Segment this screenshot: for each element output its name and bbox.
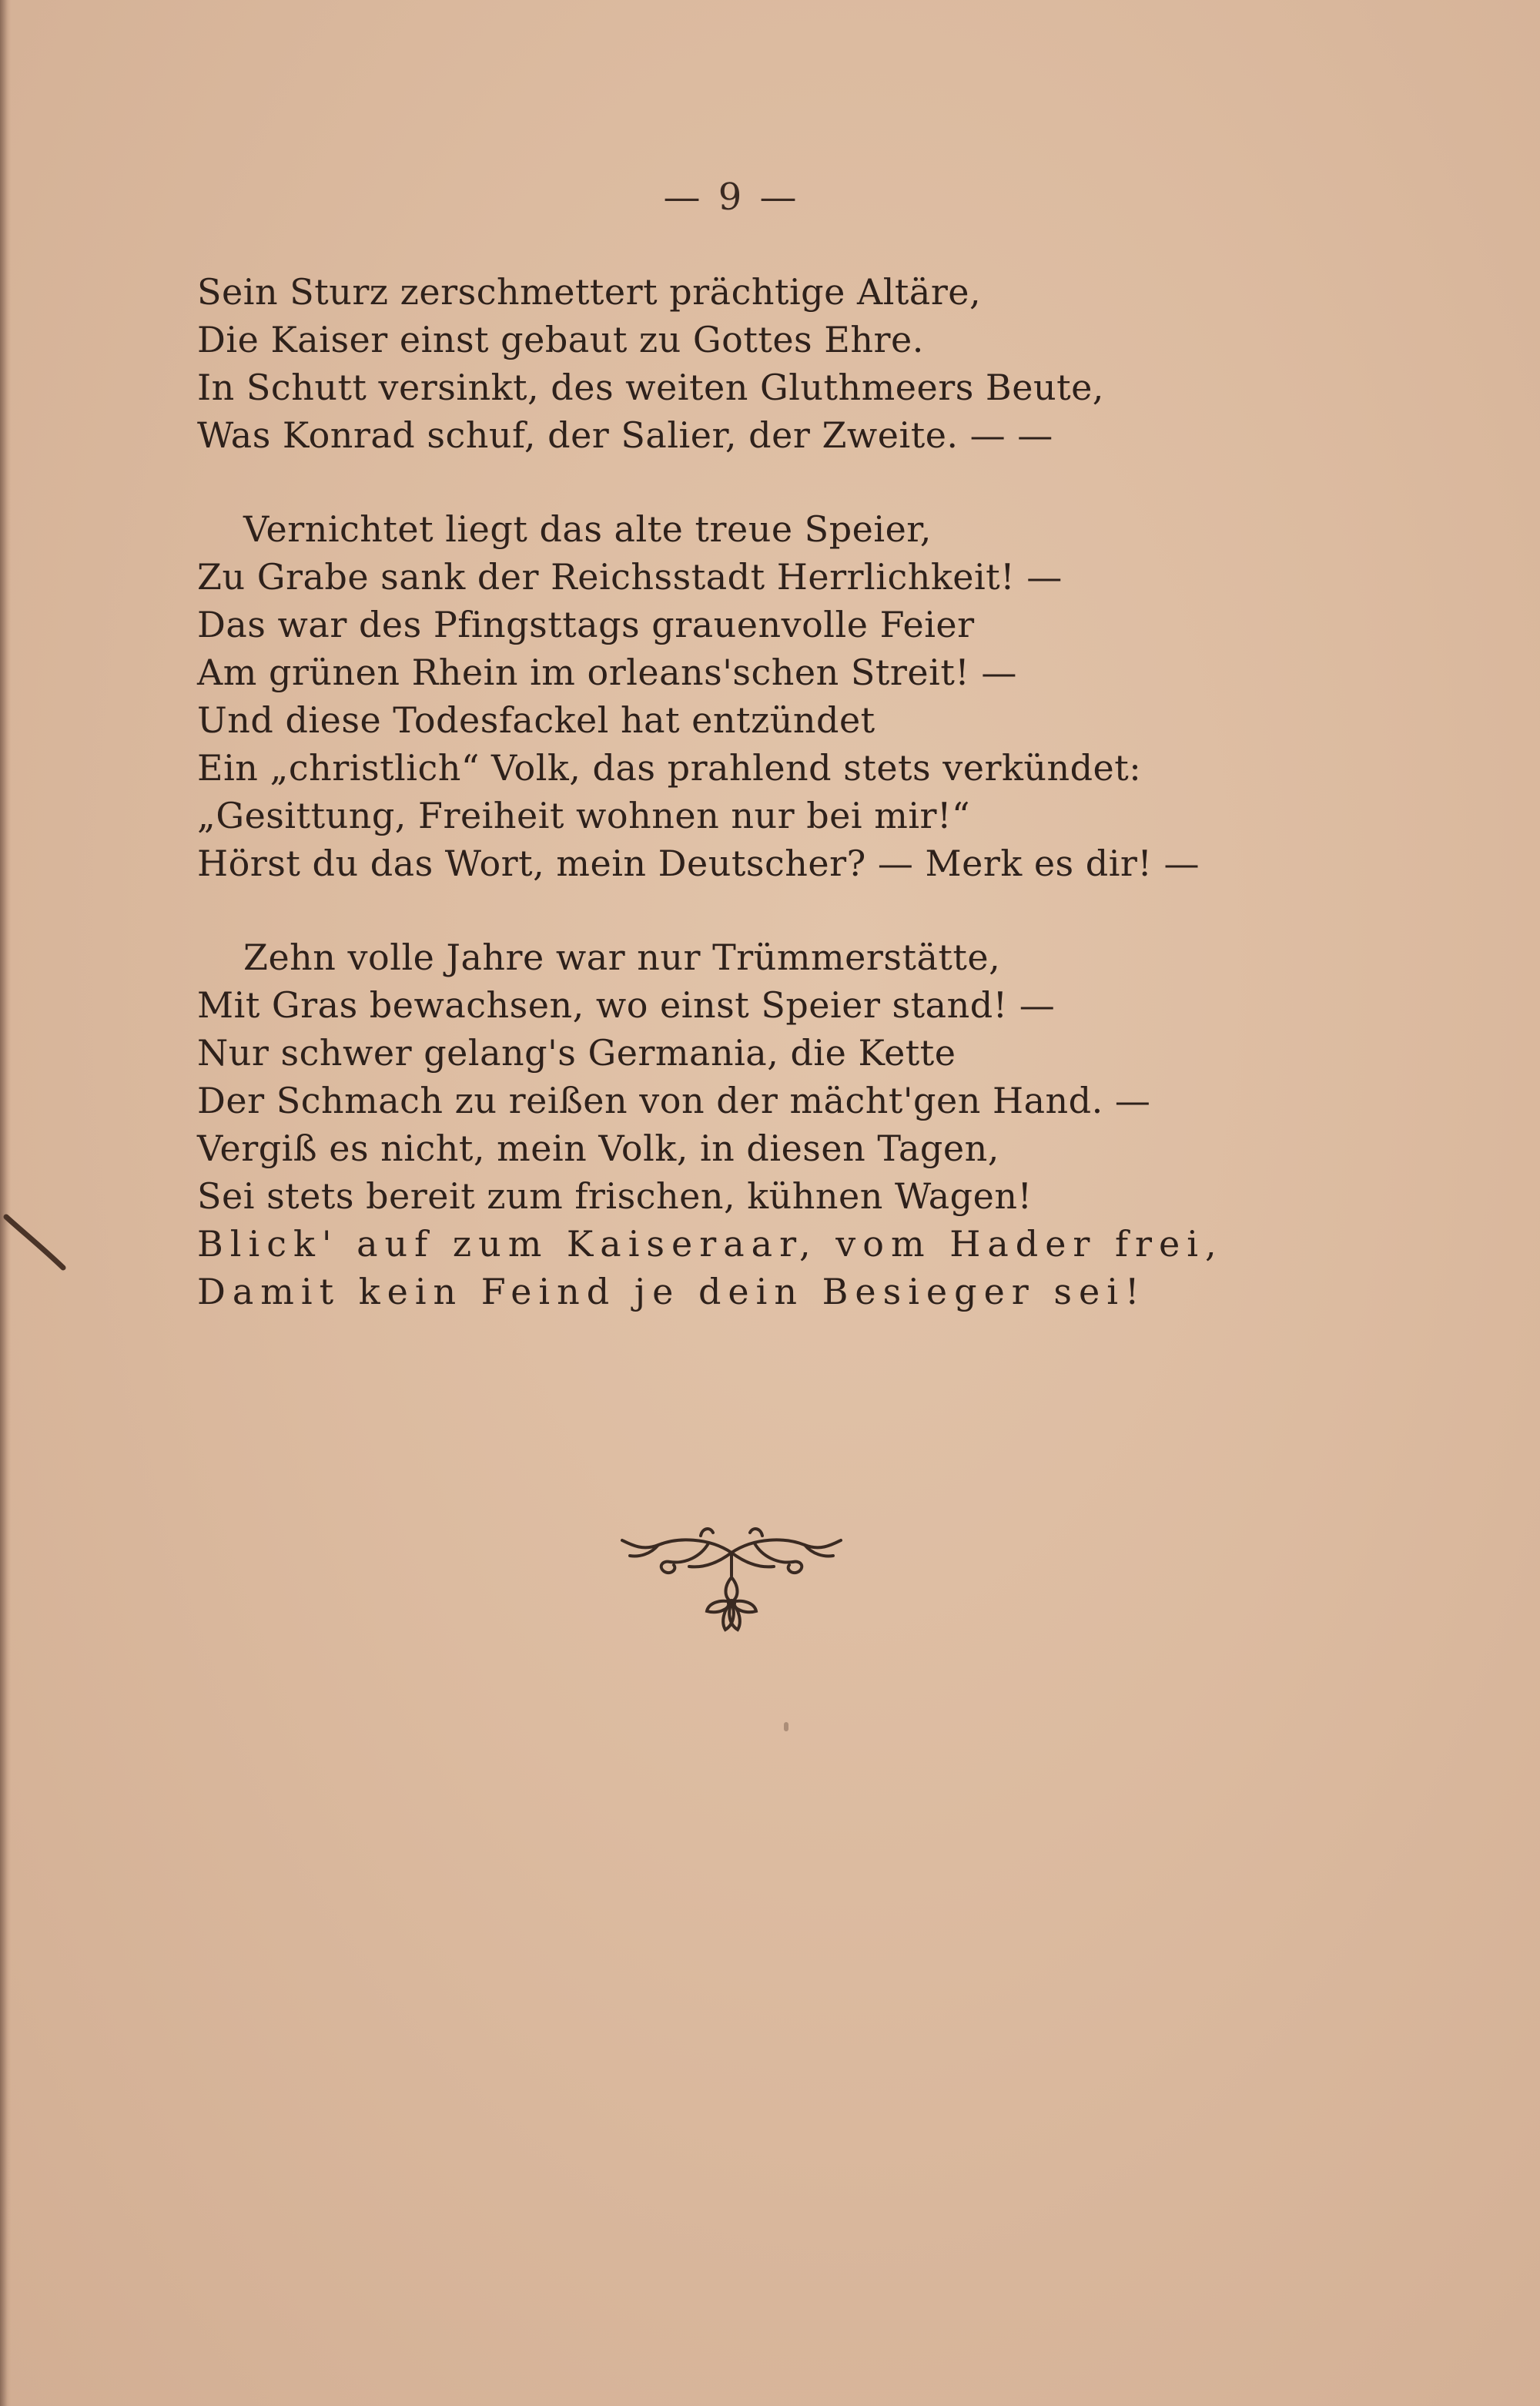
pencil-mark-icon (0, 1201, 69, 1271)
poem-line: Die Kaiser einst gebaut zu Gottes Ehre. (197, 319, 924, 360)
stanza-2 (197, 505, 1398, 887)
poem-line: Mit Gras bewachsen, wo einst Speier stand! — (197, 984, 1056, 1026)
poem-line: Vernichtet liegt das alte treue Speier, (243, 508, 932, 550)
poem-line: Am grünen Rhein im orleans'schen Streit! — (197, 652, 1017, 693)
poem-line: Damit kein Feind je dein Besieger sei! (197, 1271, 1147, 1312)
poem (197, 268, 1398, 1362)
paper-speck (784, 1722, 788, 1731)
poem-line: Nur schwer gelang's Germania, die Kette (197, 1032, 956, 1074)
poem-line: Hörst du das Wort, mein Deutscher? — Merk es dir! — (197, 843, 1200, 884)
poem-line: Sein Sturz zerschmettert prächtige Altäre, (197, 271, 982, 313)
poem-line: Blick' auf zum Kaiseraar, vom Hader frei, (197, 1223, 1224, 1265)
poem-line: Und diese Todesfackel hat entzündet (197, 699, 875, 741)
poem-line: Zehn volle Jahre war nur Trümmerstätte, (243, 937, 1001, 978)
stanza-1 (197, 268, 1398, 459)
page-number: — 9 — (663, 176, 800, 219)
poem-line: Das war des Pfingsttags grauenvolle Feier (197, 604, 975, 645)
poem-line: Vergiß es nicht, mein Volk, in diesen Tagen, (197, 1128, 999, 1169)
stanza-3 (197, 933, 1398, 1315)
poem-line: Was Konrad schuf, der Salier, der Zweite. — — (197, 414, 1053, 456)
poem-line: Der Schmach zu reißen von der mächt'gen Hand. — (197, 1080, 1151, 1121)
poem-line: Zu Grabe sank der Reichsstadt Herrlichkeit! — (197, 556, 1063, 598)
poem-line: Sei stets bereit zum frischen, kühnen Wagen! (197, 1175, 1033, 1217)
poem-line: Ein „christlich“ Volk, das prahlend stets verkündet: (197, 747, 1142, 789)
poem-line: In Schutt versinkt, des weiten Gluthmeers Beute, (197, 367, 1104, 408)
floral-vignette-icon (616, 1522, 847, 1637)
poem-line: „Gesittung, Freiheit wohnen nur bei mir!“ (197, 795, 971, 836)
